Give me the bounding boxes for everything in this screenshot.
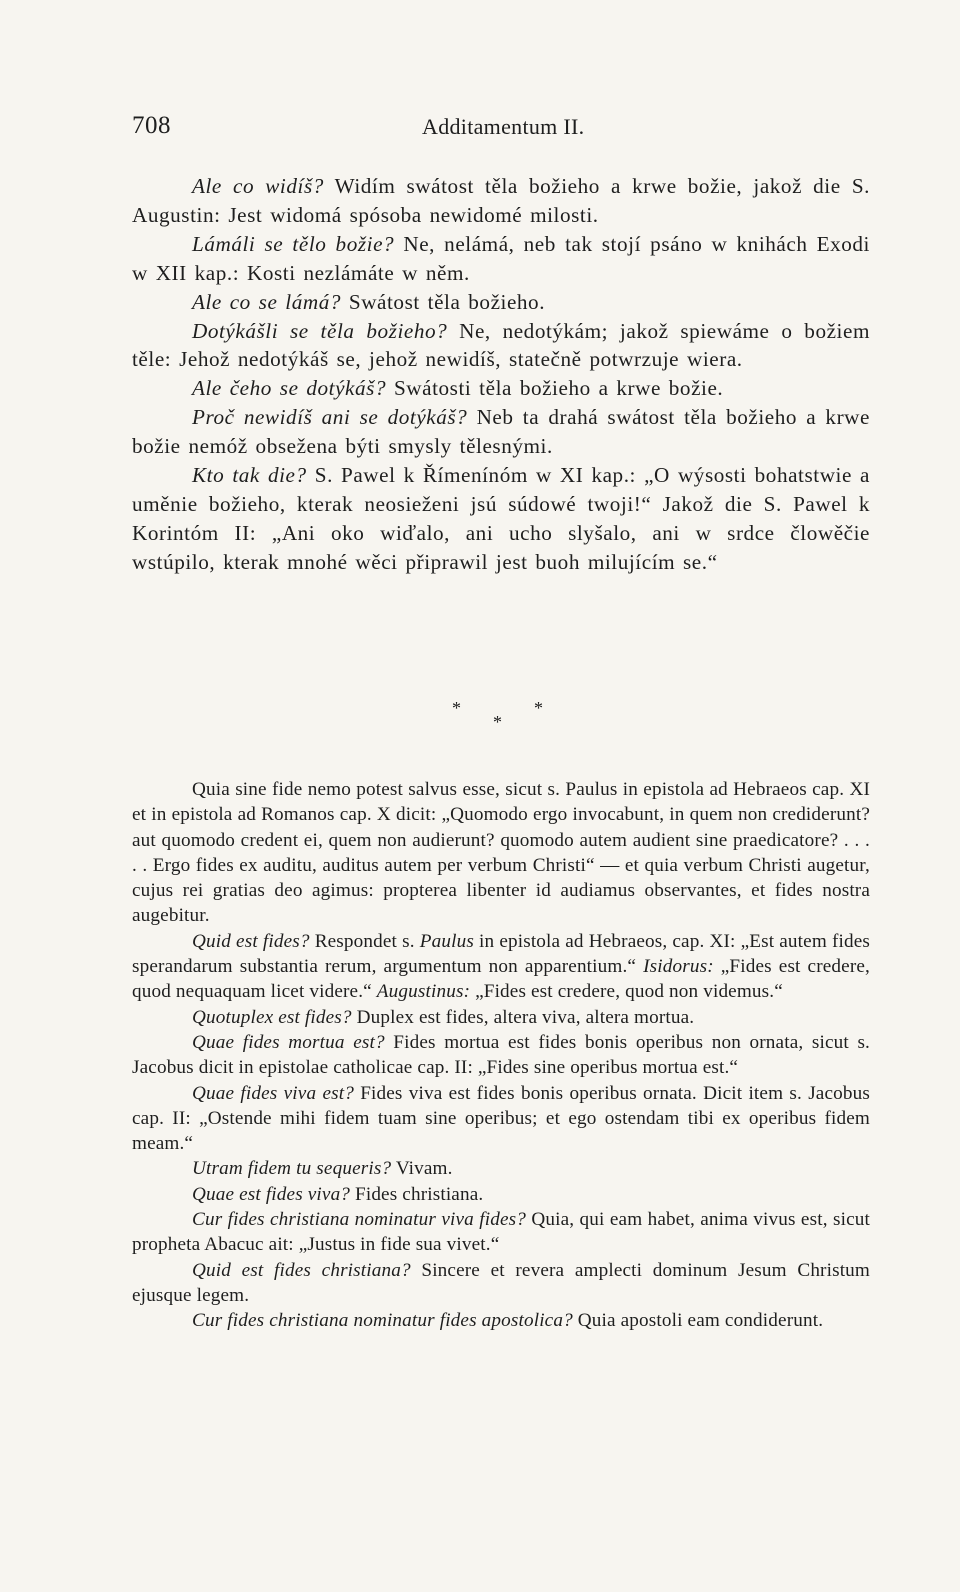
answer: Quia, qui eam habet, anima vivus est, sicut propheta Abacuc ait: „Justus in fide sua vivet.“ bbox=[132, 1209, 870, 1256]
question: Utram fidem tu sequeris? bbox=[192, 1158, 392, 1180]
question: Quid est fides? bbox=[192, 930, 310, 952]
answer: Ne, nelámá, neb tak stojí psáno w knihách Exodi w XII kap.: Kosti nezlámáte w něm. bbox=[132, 231, 870, 285]
qa-paragraph bbox=[132, 929, 870, 1005]
question: Cur fides christiana nominatur fides apostolica? bbox=[192, 1310, 573, 1332]
answer: S. Pawel k Římenínóm w XI kap.: „O wýsosti bohatstwie a uměnie božieho, kterak neosieženi jsú súdowé twoji!“ Jakož die S. Pawel k Korintóm II: „Ani oko wiďalo, ani ucho slyšalo, ani w srdce člowěčie wstúpilo, kterak mnohé wěci připrawil jest buoh milujícím se.“ bbox=[132, 463, 870, 574]
answer: „Fides est credere, quod non videmus.“ bbox=[475, 981, 783, 1003]
intro-paragraph: Quia sine fide nemo potest salvus esse, sicut s. Paulus in epistola ad Hebraeos cap. XI et in epistola ad Romanos cap. X dicit: „Quomodo ergo invocabunt, in quem non crediderunt? aut quomodo credent ei, quem non audierunt? quomodo autem audient sine praedicatore? . . . . . Ergo fides ex auditu, auditus autem per verbum Christi“ — et quia verbum Christi augetur, cujus rei gratias deo agimus: propterea libenter id audiamus observantes, et fides nostra augebitur. bbox=[132, 779, 870, 927]
question: Lámáli se tělo božie? bbox=[192, 231, 395, 256]
answer: in epistola ad Hebraeos, cap. XI: „Est autem fides sperandarum substantia rerum, argumentum non apparentium.“ bbox=[132, 930, 871, 978]
question: Quae fides viva est? bbox=[192, 1082, 354, 1104]
qa-paragraph bbox=[132, 1030, 870, 1081]
answer: Sincere et revera amplecti dominum Jesum Christum ejusque legem. bbox=[132, 1259, 870, 1306]
qa-paragraph bbox=[132, 172, 870, 230]
qa-paragraph bbox=[132, 1081, 870, 1157]
answer: „Fides est credere, quod nequaquam licet videre.“ bbox=[132, 956, 870, 1003]
question: Dotýkášli se těla božieho? bbox=[192, 318, 448, 343]
qa-paragraph bbox=[132, 374, 870, 403]
czech-catechism-section bbox=[132, 172, 870, 577]
qa-paragraph bbox=[132, 1005, 870, 1030]
qa-paragraph bbox=[132, 1182, 870, 1207]
question: Cur fides christiana nominatur viva fides? bbox=[192, 1209, 526, 1231]
answer: Respondet s. bbox=[314, 930, 415, 952]
qa-paragraph bbox=[132, 1156, 870, 1181]
page-header bbox=[132, 112, 877, 142]
qa-paragraph bbox=[132, 461, 870, 577]
qa-paragraph bbox=[132, 230, 870, 288]
qa-paragraph bbox=[132, 1207, 870, 1258]
answer: Neb ta drahá swátost těla božieho a krwe božie nemóž obsežena býti smysly tělesnými. bbox=[132, 405, 870, 459]
cited-author: Isidorus: bbox=[643, 956, 714, 978]
qa-paragraph bbox=[132, 403, 870, 461]
answer: Duplex est fides, altera viva, altera mortua. bbox=[356, 1006, 695, 1028]
answer: Fides mortua est fides bonis operibus non ornata, sicut s. Jacobus dicit in epistolae catholicae cap. II: „Fides sine operibus mortua est.“ bbox=[132, 1031, 871, 1079]
answer: Ne, nedotýkám; jakož spiewáme o božiem těle: Jehož nedotýkáš se, jehož newidíš, statečně potwrzuje wiera. bbox=[132, 318, 870, 372]
qa-paragraph bbox=[132, 1258, 870, 1309]
answer: Vivam. bbox=[395, 1158, 453, 1180]
question: Ale čeho se dotýkáš? bbox=[192, 376, 387, 401]
asterisk: * bbox=[534, 698, 543, 718]
answer: Swátost těla božieho. bbox=[348, 289, 546, 314]
asterism-separator bbox=[452, 698, 552, 738]
answer: Fides viva est fides bonis operibus ornata. Dicit item s. Jacobus cap. II: „Ostende mihi fidem tuam sine operibus; et ego ostendam tibi ex operibus fidem meam.“ bbox=[132, 1082, 870, 1155]
question: Quae fides mortua est? bbox=[192, 1031, 385, 1053]
question: Quid est fides christiana? bbox=[192, 1259, 411, 1281]
qa-paragraph bbox=[132, 317, 870, 375]
question: Ale co se lámá? bbox=[192, 289, 341, 314]
asterisk: * bbox=[493, 712, 502, 732]
question: Quae est fides viva? bbox=[192, 1183, 351, 1205]
cited-author: Paulus bbox=[419, 930, 474, 952]
question: Quotuplex est fides? bbox=[192, 1006, 352, 1028]
cited-author: Augustinus: bbox=[376, 981, 471, 1003]
answer: Widím swátost těla božieho a krwe božie, jakož die S. Augustin: Jest widomá spósoba newidomé milosti. bbox=[132, 174, 870, 227]
answer: Quia apostoli eam condiderunt. bbox=[577, 1310, 824, 1332]
question: Ale co widíš? bbox=[192, 174, 324, 198]
running-title: Additamentum II. bbox=[422, 114, 585, 139]
asterisk: * bbox=[452, 698, 461, 718]
qa-paragraph bbox=[132, 1308, 870, 1333]
qa-paragraph bbox=[132, 288, 870, 317]
question: Proč newidíš ani se dotýkáš? bbox=[192, 405, 468, 430]
latin-catechism-section bbox=[132, 777, 870, 1334]
answer: Fides christiana. bbox=[355, 1183, 484, 1205]
answer: Swátosti těla božieho a krwe božie. bbox=[393, 376, 724, 401]
question: Kto tak die? bbox=[192, 463, 307, 488]
page-number: 708 bbox=[132, 112, 171, 139]
